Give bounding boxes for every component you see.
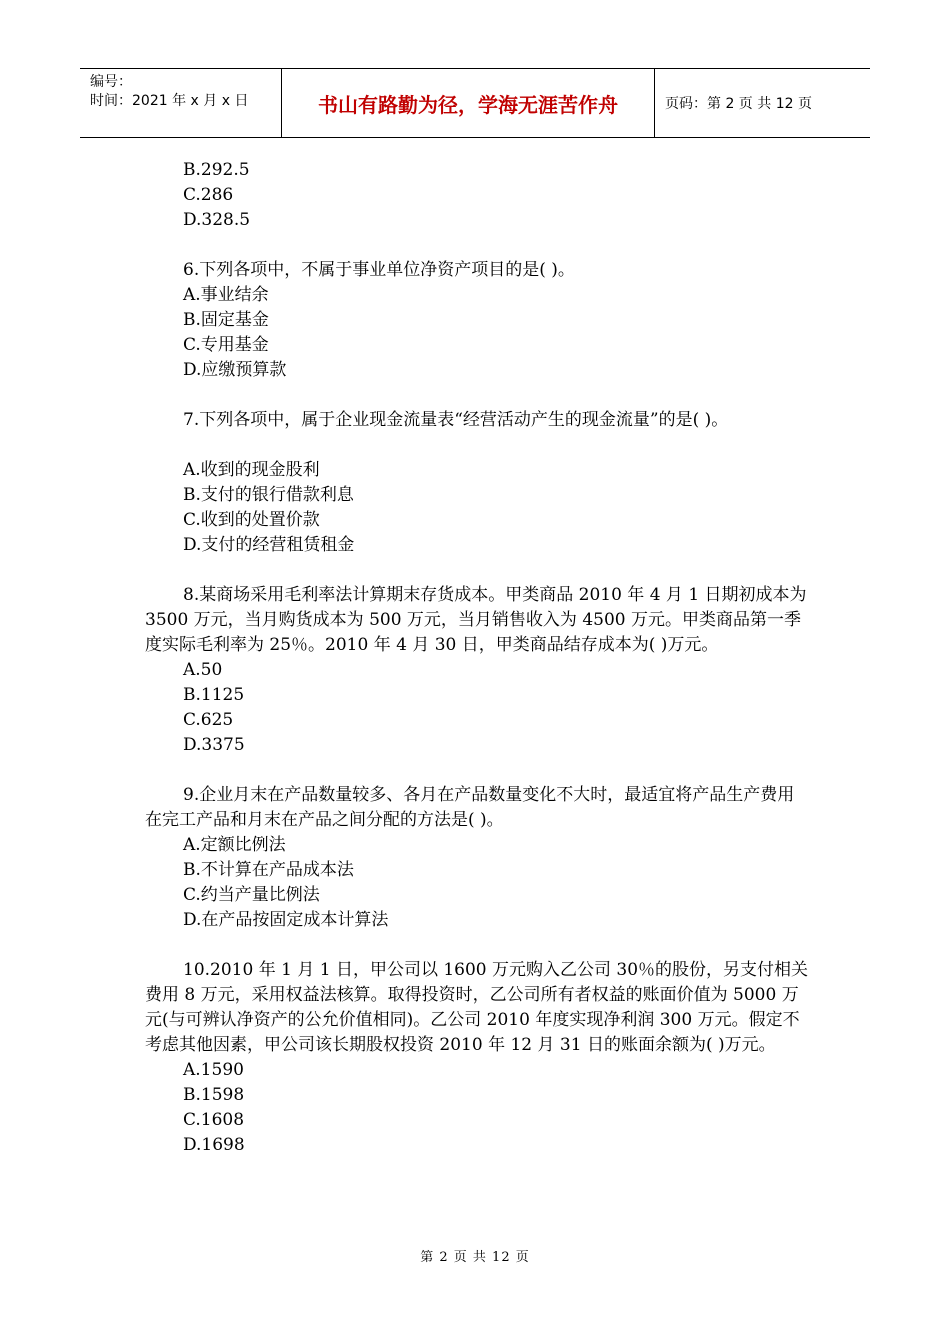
question-stem: 10.2010 年 1 月 1 日，甲公司以 1600 万元购入乙公司 30％的股份，另支付相关费用 8 万元，采用权益法核算。取得投资时，乙公司所有者权益的账面价值为 5000 万元(与可辨认净资产的公允价值相同)。乙公司 2010 年度实现净利润 300 万元。假定不考虑其他因素，甲公司该长期股权投资 2010 年 12 月 31 日的账面余额为( )万元。 xyxy=(145,960,809,1055)
option: C.专用基金 xyxy=(183,335,269,355)
option: D.3375 xyxy=(183,735,245,755)
option: D.支付的经营租赁租金 xyxy=(183,535,355,555)
option: B.支付的银行借款利息 xyxy=(183,485,354,505)
option: C.收到的处置价款 xyxy=(183,510,320,530)
option: D.328.5 xyxy=(183,210,251,230)
question-stem: 8.某商场采用毛利率法计算期末存货成本。甲类商品 2010 年 4 月 1 日期初成本为 3500 万元，当月购货成本为 500 万元，当月销售收入为 4500 万元。甲类商品第一季度实际毛利率为 25％。2010 年 4 月 30 日，甲类商品结存成本为( )万元。 xyxy=(145,585,807,655)
question-stem: 9.企业月末在产品数量较多、各月在产品数量变化不大时，最适宜将产品生产费用在完工产品和月末在产品之间分配的方法是( )。 xyxy=(145,785,795,830)
option: D.1698 xyxy=(183,1135,245,1155)
header-motto: 书山有路勤为径，学海无涯苦作舟 xyxy=(282,69,655,137)
question-stem: 7.下列各项中，属于企业现金流量表“经营活动产生的现金流量”的是( )。 xyxy=(183,410,729,430)
question-stem: 6.下列各项中，不属于事业单位净资产项目的是( )。 xyxy=(183,260,575,280)
document-date: 时间：2021 年 x 月 x 日 xyxy=(90,93,249,109)
header-page-number: 页码：第 2 页 共 12 页 xyxy=(665,96,812,112)
option: B.固定基金 xyxy=(183,310,269,330)
question-5-continued xyxy=(145,158,810,233)
option: B.292.5 xyxy=(183,160,250,180)
option: C.625 xyxy=(183,710,234,730)
option: A.事业结余 xyxy=(183,285,269,305)
page-footer: 第 2 页 共 12 页 xyxy=(420,1250,530,1265)
option: A.收到的现金股利 xyxy=(183,460,320,480)
page-header xyxy=(80,68,870,138)
document-body xyxy=(145,158,810,1183)
header-meta xyxy=(80,69,282,137)
document-number: 编号： xyxy=(90,74,132,90)
question-7 xyxy=(145,408,810,558)
spacer xyxy=(145,433,810,458)
option: A.定额比例法 xyxy=(183,835,286,855)
option: B.1598 xyxy=(183,1085,245,1105)
question-8 xyxy=(145,583,810,758)
option: A.1590 xyxy=(183,1060,244,1080)
option: C.286 xyxy=(183,185,234,205)
option: D.在产品按固定成本计算法 xyxy=(183,910,389,930)
question-9 xyxy=(145,783,810,933)
option: C.约当产量比例法 xyxy=(183,885,320,905)
option: D.应缴预算款 xyxy=(183,360,287,380)
option: A.50 xyxy=(183,660,223,680)
option: C.1608 xyxy=(183,1110,245,1130)
question-10 xyxy=(145,958,810,1158)
option: B.不计算在产品成本法 xyxy=(183,860,354,880)
option: B.1125 xyxy=(183,685,245,705)
question-6 xyxy=(145,258,810,383)
